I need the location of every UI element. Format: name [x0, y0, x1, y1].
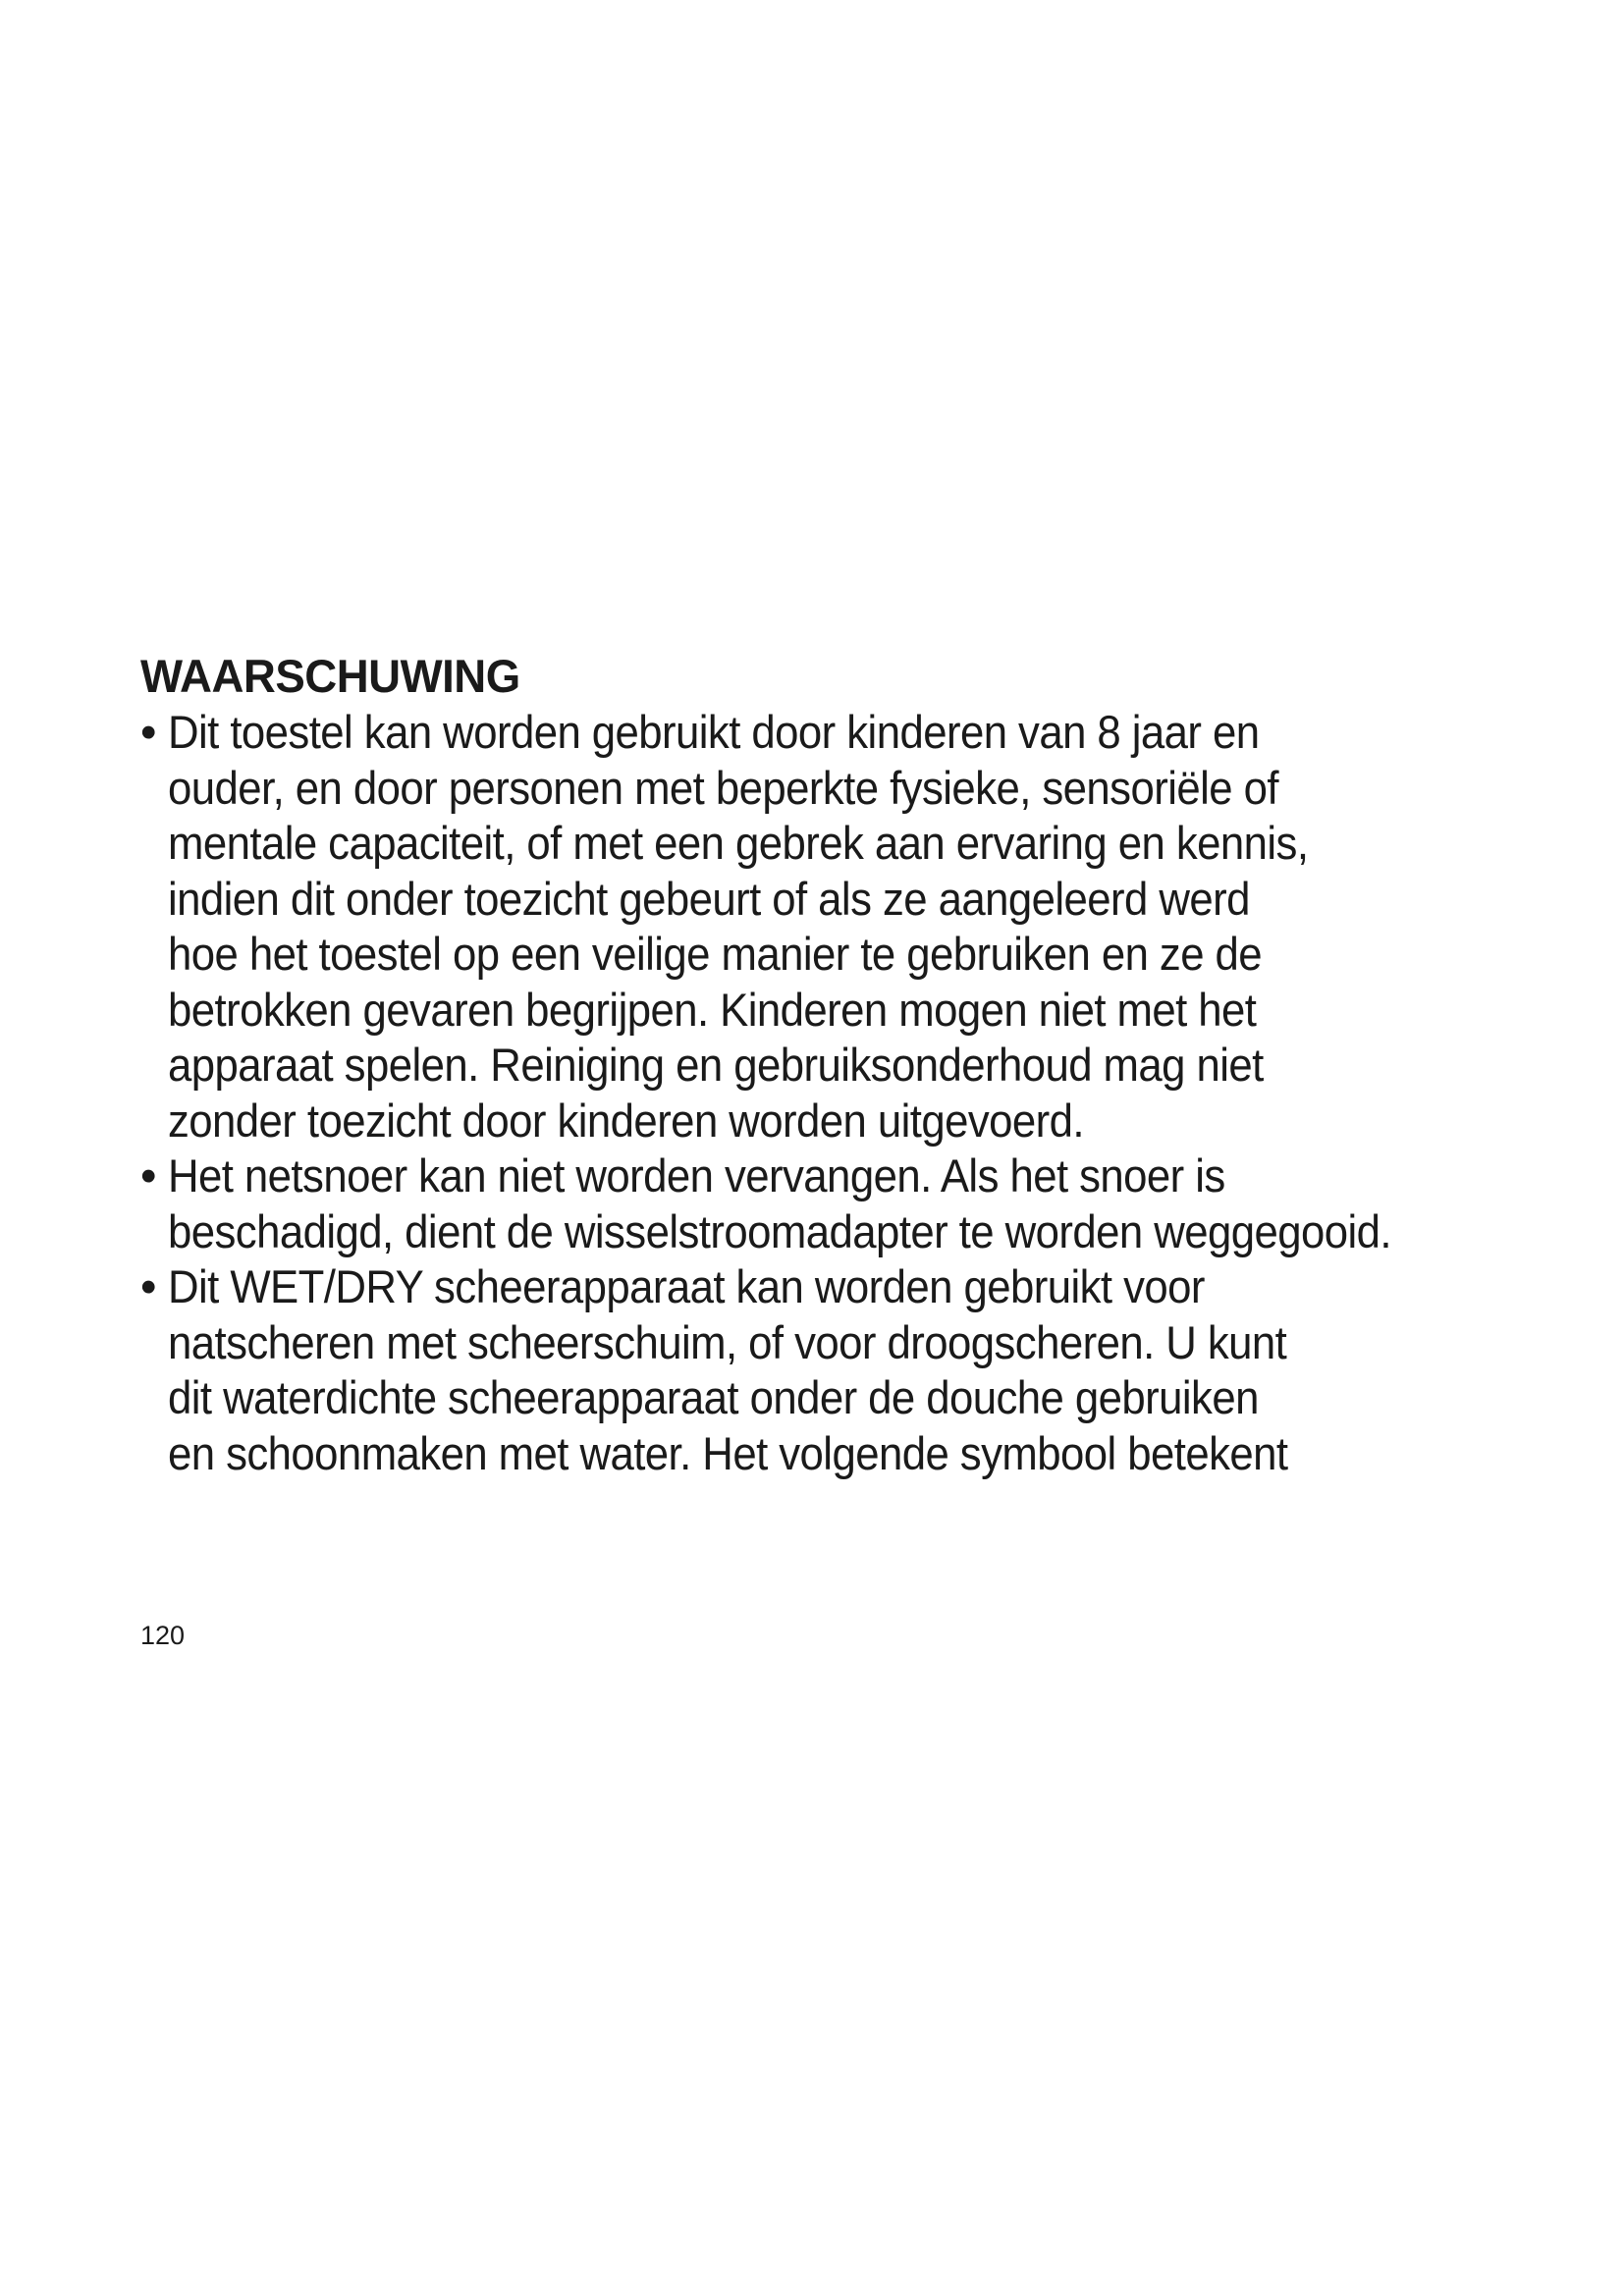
page-number: 120: [140, 1621, 186, 1650]
warning-item-text: Het netsnoer kan niet worden vervangen. Als het snoer is beschadigd, dient de wisselstroomadapter te worden weggegooid.: [168, 1149, 1391, 1257]
list-item: [140, 705, 1515, 1148]
bullet-icon: •: [140, 706, 157, 758]
list-item: [140, 1148, 1515, 1259]
warning-list: [140, 705, 1515, 1481]
warning-heading: WAARSCHUWING: [140, 650, 520, 702]
warning-item-text: Dit WET/DRY scheerapparaat kan worden gebruikt voor natscheren met scheerschuim, of voor droogscheren. U kunt dit waterdichte scheerapparaat onder de douche gebruiken en schoonmaken met water. Het volgende symbool betekent: [168, 1260, 1288, 1479]
bullet-icon: •: [140, 1149, 157, 1201]
list-item: [140, 1259, 1515, 1481]
bullet-icon: •: [140, 1260, 157, 1312]
warning-section: [140, 648, 1515, 1481]
warning-item-text: Dit toestel kan worden gebruikt door kinderen van 8 jaar en ouder, en door personen met beperkte fysieke, sensoriële of mentale capaciteit, of met een gebrek aan ervaring en kennis, indien dit onder toezicht gebeurt of als ze aangeleerd werd hoe het toestel op een veilige manier te gebruiken en ze de betrokken gevaren begrijpen. Kinderen mogen niet met het apparaat spelen. Reiniging en gebruiksonderhoud mag niet zonder toezicht door kinderen worden uitgevoerd.: [168, 706, 1309, 1147]
